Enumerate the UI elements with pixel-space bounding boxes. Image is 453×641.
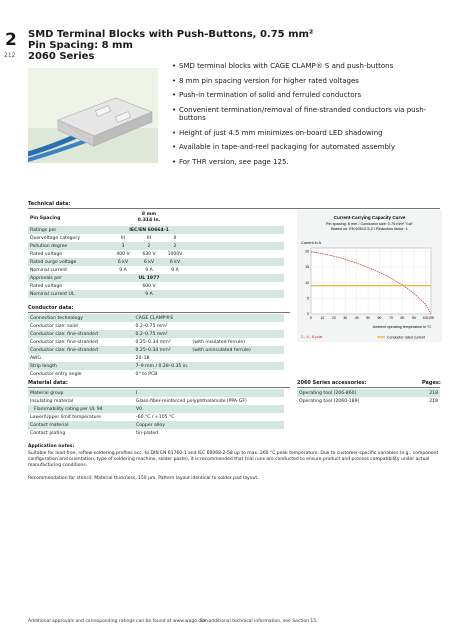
section-divider bbox=[28, 208, 440, 209]
table-row: Flammability rating per UL 94 V0 bbox=[28, 405, 284, 413]
feature-item: • 8 mm pin spacing version for higher rated voltages bbox=[172, 77, 442, 86]
feature-item: • Convenient termination/removal of fine-stranded conductors via push-buttons bbox=[172, 106, 442, 123]
terminal-block-illustration bbox=[28, 68, 158, 163]
table-row: Nominal current 9 A 9 A 9 A bbox=[28, 266, 284, 274]
table-row: Overvoltage category III III II bbox=[28, 234, 284, 242]
feature-item: • For THR version, see page 125. bbox=[172, 158, 442, 167]
chart-subtitle-1: Pin spacing: 8 mm / Conductor size: 0.75 mm² "f-st" bbox=[326, 222, 413, 226]
chart-y-tick-label: 10 bbox=[305, 280, 309, 285]
pin-spacing-value bbox=[110, 210, 188, 226]
table-row: Ratings per IEC/EN 60664-1 bbox=[28, 226, 284, 234]
chart-x-tick-label: 50 bbox=[366, 316, 371, 320]
stencil-note: Recommendation for stencil: Material thickness, 150 µm. Pattern layout identical to solder pad layout. bbox=[28, 476, 259, 481]
material-data-label: Material data: bbox=[28, 380, 68, 386]
table-row: Contact plating tin-plated bbox=[28, 429, 284, 437]
conductor-data-table bbox=[28, 314, 284, 378]
technical-data-label: Technical data: bbox=[28, 201, 71, 207]
feature-list bbox=[172, 62, 442, 172]
chart-y-tick-label: 20 bbox=[305, 249, 309, 254]
page-heading bbox=[28, 29, 438, 62]
material-data-table bbox=[28, 389, 284, 437]
feature-item: • SMD terminal blocks with CAGE CLAMP® S and push-buttons bbox=[172, 62, 442, 71]
chart-y-label: Current in A bbox=[301, 241, 322, 245]
chart-x-tick-label: 100 bbox=[422, 316, 429, 320]
table-row: Conductor entry angle 0° to PCB bbox=[28, 370, 284, 378]
section-divider bbox=[28, 387, 290, 388]
chart-svg bbox=[297, 210, 442, 342]
accessories-pages-label: Pages: bbox=[422, 380, 441, 386]
table-row[interactable]: Operating tool (2060-189) 218 bbox=[299, 398, 438, 404]
heading-series: 2060 Series bbox=[28, 51, 95, 62]
chapter-number: 2 bbox=[5, 30, 17, 50]
table-row: AWG 24–18 bbox=[28, 354, 284, 362]
pin-spacing-mm: 8 mm bbox=[141, 212, 157, 217]
chart-x-tick-label: 10 bbox=[320, 316, 325, 320]
chart-x-tick-label: 30 bbox=[343, 316, 348, 320]
notes-text: Suitable for lead-free, reflow-soldering profiles acc. to DIN EN 61760-1 and IEC 60068-2-58 up to max. 260 °C peak temperature. Due to customer-specific variables (e.g., component configuration and orientation, type of soldering machine, solder paste), it is recommended that trial runs are conducted to ensure product and process compatibility under actual manufacturing conditions. bbox=[28, 451, 439, 468]
table-row: Conductor size: fine-stranded 0.25–0.34 mm² (with insulated ferrule) bbox=[28, 338, 284, 346]
table-row: Conductor size: fine-stranded 0.2–0.75 mm² bbox=[28, 330, 284, 338]
table-row: Pollution degree 3 2 2 bbox=[28, 242, 284, 250]
notes-title: Application notes: bbox=[28, 444, 75, 449]
chart-y-tick-label: 0 bbox=[307, 312, 309, 317]
table-row: Approvals per UL 1977 bbox=[28, 274, 284, 282]
pin-spacing-in: 0.314 in. bbox=[137, 218, 161, 223]
technical-data-table bbox=[28, 210, 284, 298]
chart-x-tick-label: 80 bbox=[400, 316, 405, 320]
feature-item: • Height of just 4.5 mm minimizes on-board LED shadowing bbox=[172, 129, 442, 138]
section-divider bbox=[28, 312, 290, 313]
page-number: 212 bbox=[4, 52, 16, 59]
table-row: Strip length 7–9 mm / 0.28–0.35 in. bbox=[28, 362, 284, 370]
pin-spacing-label: Pin Spacing bbox=[28, 210, 110, 226]
table-row: Lower/Upper limit temperature -60 °C / +105 °C bbox=[28, 413, 284, 421]
legend-curve-label: 2-, 4-, 8-pole bbox=[301, 335, 323, 339]
footer-technical-info: For additional technical information, see Section 15. bbox=[200, 619, 318, 624]
table-row[interactable]: Operating tool (206-860) 218 bbox=[299, 390, 438, 396]
application-notes bbox=[28, 444, 440, 482]
heading-pin-spacing: Pin Spacing: 8 mm bbox=[28, 40, 133, 51]
chart-x-label: Ambient operating temperature in °C bbox=[372, 325, 431, 329]
table-row: Conductor size: fine-stranded 0.25–0.34 mm² (with uninsulated ferrule) bbox=[28, 346, 284, 354]
chapter-tab bbox=[0, 30, 24, 60]
chart-x-tick-label: 70 bbox=[389, 316, 393, 320]
chart-y-tick-label: 5 bbox=[307, 296, 309, 301]
chart-title: Current-Carrying Capacity Curve bbox=[333, 215, 406, 220]
product-photo bbox=[28, 68, 158, 163]
chart-plot-area bbox=[305, 248, 434, 320]
table-row: Rated voltage 400 V 630 V 1000V bbox=[28, 250, 284, 258]
current-capacity-chart bbox=[297, 210, 442, 342]
section-divider bbox=[297, 387, 440, 388]
accessories-label: 2060 Series accessories: bbox=[297, 380, 367, 386]
legend-rated-label: Conductor rated current bbox=[387, 335, 425, 340]
chart-x-tick-label: 60 bbox=[377, 316, 382, 320]
chart-x-tick-label: 40 bbox=[354, 316, 359, 320]
table-row: Nominal current UL 9 A bbox=[28, 290, 284, 298]
chart-subtitle-2: Based on: EN 60512-5-2 / Reduction factor: 1 bbox=[331, 227, 408, 231]
feature-item: • Push-in termination of solid and ferruled conductors bbox=[172, 91, 442, 100]
table-row: Rated surge voltage 6 kV 6 kV 6 kV bbox=[28, 258, 284, 266]
conductor-data-label: Conductor data: bbox=[28, 305, 74, 311]
table-row: Contact material Copper alloy bbox=[28, 421, 284, 429]
heading-title: SMD Terminal Blocks with Push-Buttons, 0.75 mm² bbox=[28, 29, 314, 40]
chart-x-tick-label: 105 bbox=[428, 316, 434, 320]
chart-y-tick-label: 15 bbox=[305, 265, 309, 270]
table-row: Material group I bbox=[28, 389, 284, 397]
table-row: Conductor size: solid 0.2–0.75 mm² bbox=[28, 322, 284, 330]
chart-plot-background bbox=[311, 248, 431, 314]
feature-item: • Available in tape-and-reel packaging for automated assembly bbox=[172, 143, 442, 152]
footer-approvals: Additional approvals and corresponding ratings can be found at www.wago.com. bbox=[28, 619, 210, 624]
chart-x-tick-label: 90 bbox=[411, 316, 416, 320]
chart-x-tick-label: 20 bbox=[331, 316, 336, 320]
chart-x-tick-label: 0 bbox=[310, 316, 312, 320]
table-row: Rated voltage 600 V bbox=[28, 282, 284, 290]
table-row: Connection technology CAGE CLAMP®S bbox=[28, 314, 284, 322]
table-row: Insulating material Glass-fiber-reinforced polyphthalamide (PPA-GF) bbox=[28, 397, 284, 405]
accessories-table bbox=[297, 389, 440, 405]
